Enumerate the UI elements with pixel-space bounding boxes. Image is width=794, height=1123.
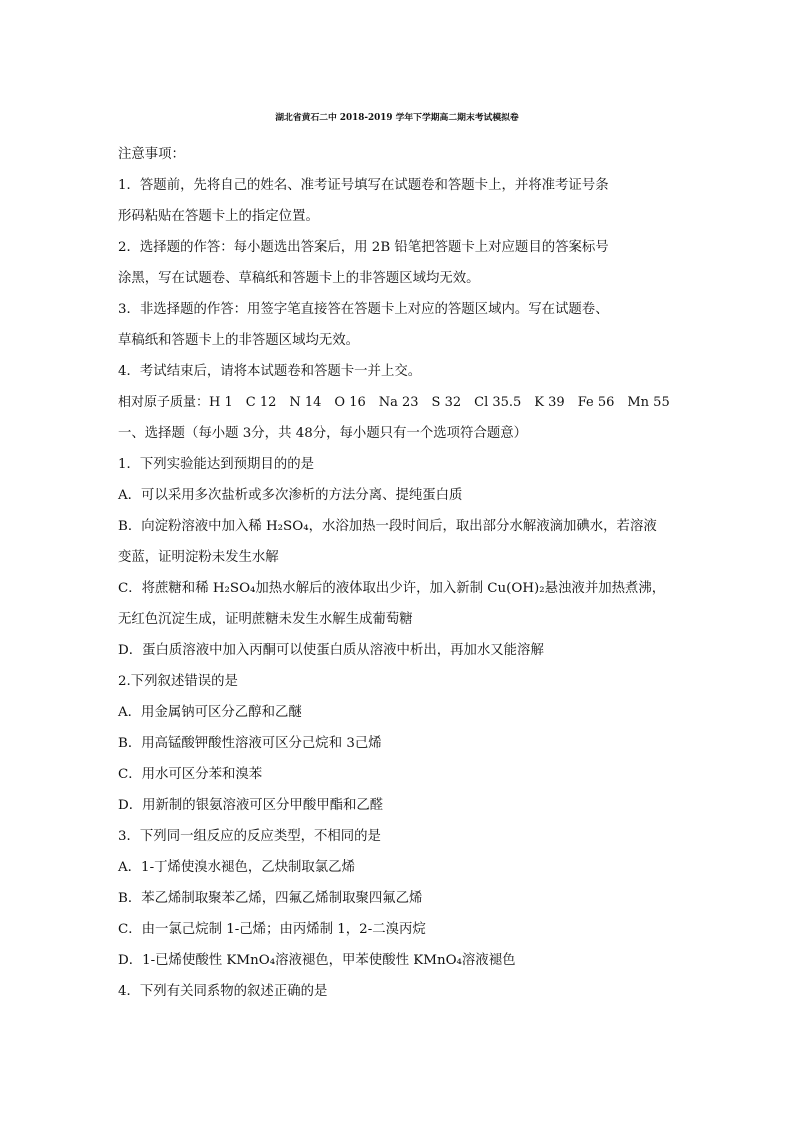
atomic-mass-line: 相对原子质量：H 1 C 12 N 14 O 16 Na 23 S 32 Cl 35.5 K 39 Fe 56 Mn 55 bbox=[118, 395, 670, 410]
q1-option-b-line-1: B．向淀粉溶液中加入稀 H₂SO₄，水浴加热一段时间后，取出部分水解液滴加碘水，若溶液 bbox=[118, 519, 657, 534]
q1-option-c-line-1: C．将蔗糖和稀 H₂SO₄加热水解后的液体取出少许，加入新制 Cu(OH)₂悬浊液并加热煮沸， bbox=[118, 581, 666, 596]
q2-option-c: C．用水可区分苯和溴苯 bbox=[118, 767, 263, 782]
q3-option-a: A．1-丁烯使溴水褪色，乙炔制取氯乙烯 bbox=[118, 860, 355, 875]
q1-option-a: A．可以采用多次盐析或多次渗析的方法分离、提纯蛋白质 bbox=[118, 488, 463, 503]
q3-option-b: B．苯乙烯制取聚苯乙烯，四氟乙烯制取聚四氟乙烯 bbox=[118, 891, 423, 906]
q1-stem: 1．下列实验能达到预期目的的是 bbox=[118, 457, 314, 472]
q3-option-c: C．由一氯己烷制 1-己烯；由丙烯制 1，2-二溴丙烷 bbox=[118, 922, 426, 937]
notice-item-1-line-1: 1．答题前，先将自己的姓名、准考证号填写在试题卷和答题卡上，并将准考证号条 bbox=[118, 178, 609, 193]
notice-item-2-line-1: 2．选择题的作答：每小题选出答案后，用 2B 铅笔把答题卡上对应题目的答案标号 bbox=[118, 240, 609, 255]
notice-item-2-line-2: 涂黑，写在试题卷、草稿纸和答题卡上的非答题区域均无效。 bbox=[118, 271, 480, 286]
q2-stem: 2.下列叙述错误的是 bbox=[118, 674, 238, 689]
notice-item-4: 4．考试结束后，请将本试题卷和答题卡一并上交。 bbox=[118, 364, 422, 379]
notice-item-3-line-1: 3．非选择题的作答：用签字笔直接答在答题卡上对应的答题区域内。写在试题卷、 bbox=[118, 302, 609, 317]
q3-option-d: D．1-已烯使酸性 KMnO₄溶液褪色，甲苯使酸性 KMnO₄溶液褪色 bbox=[118, 953, 516, 968]
q2-option-b: B．用高锰酸钾酸性溶液可区分己烷和 3己烯 bbox=[118, 736, 382, 751]
q1-option-d: D．蛋白质溶液中加入丙酮可以使蛋白质从溶液中析出，再加水又能溶解 bbox=[118, 643, 544, 658]
q4-stem: 4．下列有关同系物的叙述正确的是 bbox=[118, 984, 328, 999]
notice-item-3-line-2: 草稿纸和答题卡上的非答题区域均无效。 bbox=[118, 333, 360, 348]
q1-option-c-line-2: 无红色沉淀生成，证明蔗糖未发生水解生成葡萄糖 bbox=[118, 612, 413, 627]
q1-option-b-line-2: 变蓝，证明淀粉未发生水解 bbox=[118, 550, 279, 565]
q2-option-d: D．用新制的银氨溶液可区分甲酸甲酯和乙醛 bbox=[118, 798, 384, 813]
q3-stem: 3．下列同一组反应的反应类型，不相同的是 bbox=[118, 829, 381, 844]
q2-option-a: A．用金属钠可区分乙醇和乙醚 bbox=[118, 705, 302, 720]
notice-item-1-line-2: 形码粘贴在答题卡上的指定位置。 bbox=[118, 209, 319, 224]
notice-heading: 注意事项： bbox=[118, 147, 185, 162]
section-heading: 一、选择题（每小题 3分，共 48分，每小题只有一个选项符合题意） bbox=[118, 426, 528, 441]
page-title: 湖北省黄石二中 2018-2019 学年下学期高二期末考试模拟卷 bbox=[275, 113, 519, 123]
